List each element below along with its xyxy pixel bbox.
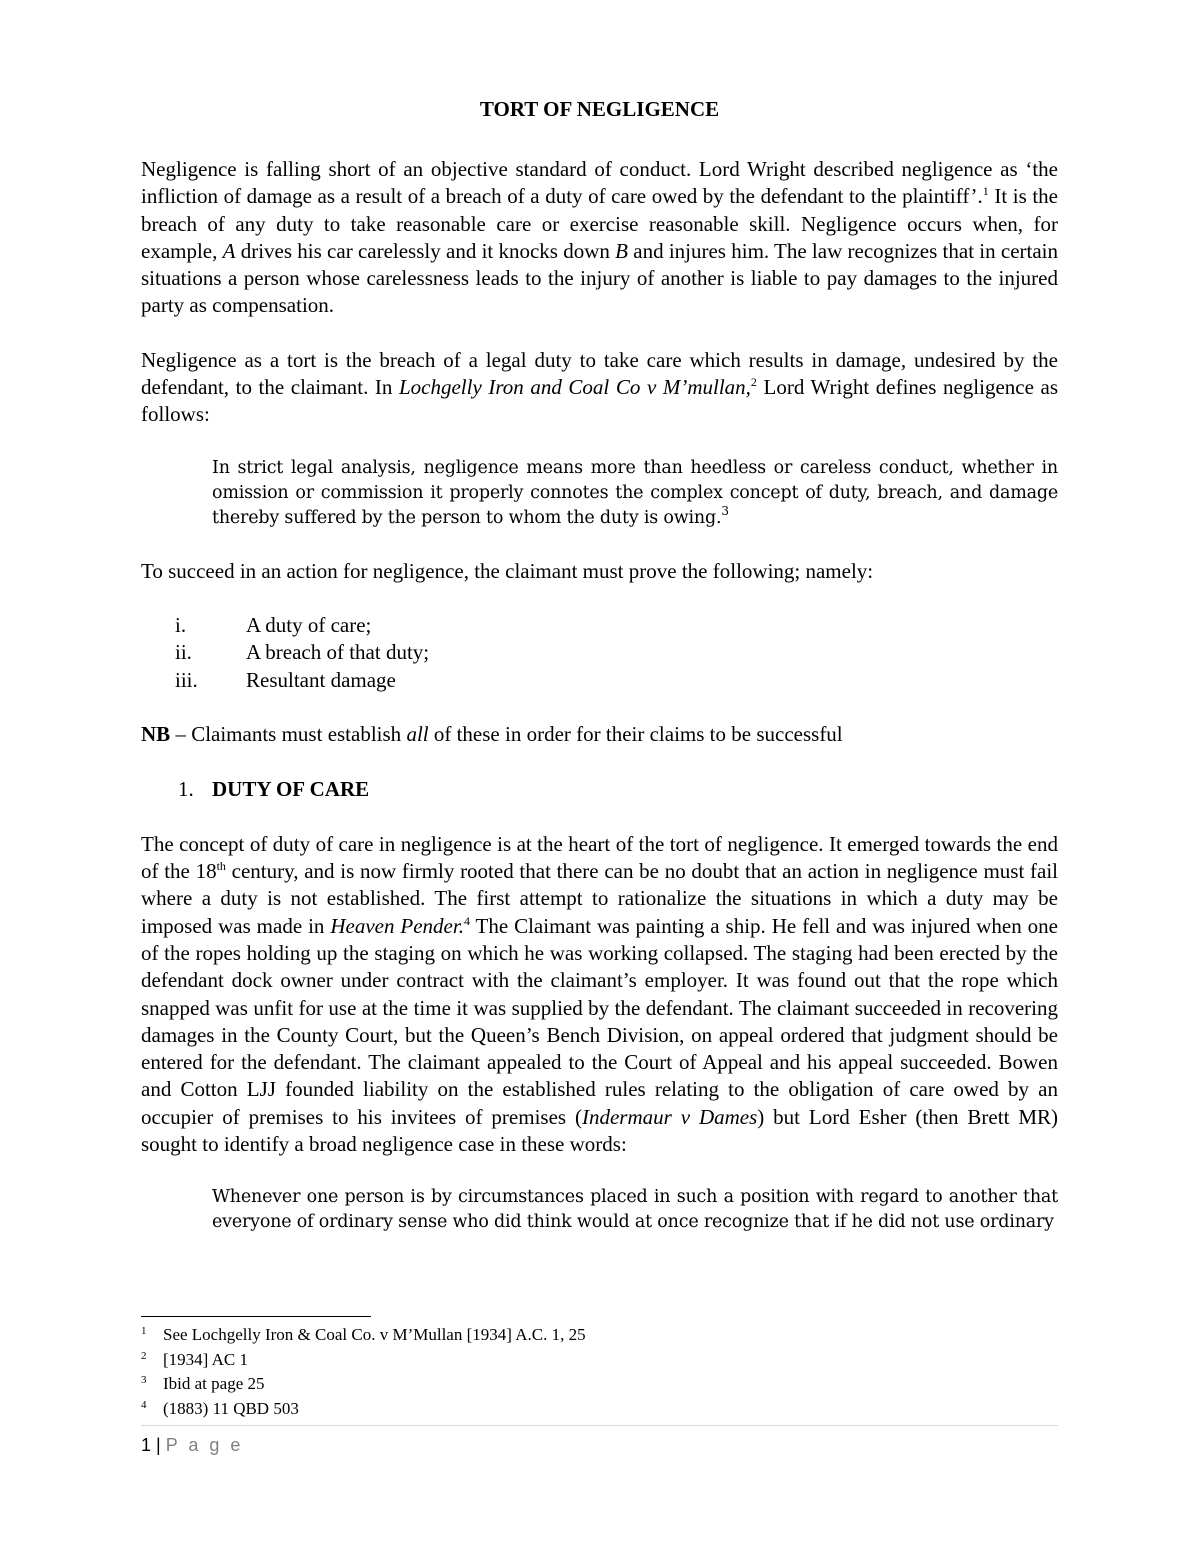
list-item: ii. A breach of that duty;: [175, 640, 430, 665]
elements-list: [141, 612, 1058, 695]
case-name: Indermaur v Dames: [581, 1104, 758, 1129]
footnote: 3 Ibid at page 25: [141, 1374, 265, 1393]
paragraph-duty-of-care: The concept of duty of care in negligence is at the heart of the tort of negligence. It emerged towards the end of the 18th century, and is now firmly rooted that there can be no doubt that an action in negligence must fail where a duty is not established. The first attempt to rationalize the situations in which a duty may be imposed was made in Heaven Pender.$^4$ The Claimant was painting a ship. He fell and was injured when one of the ropes holding up the staging on which he was working collapsed. The staging had been erected by the defendant dock owner under contract with the claimant’s employer. It was found out that the rope which snapped was unfit for use at the time it was supplied by the defendant. The claimant succeeded in recovering damages in the County Court, but the Queen’s Bench Division, on appeal ordered that judgment should be entered for the defendant. The claimant appealed to the Court of Appeal and his appeal succeeded. Bowen and Cotton LJJ founded liability on the established rules relating to the obligation of care owed by an occupier of premises to his invitees of premises (Indermaur v Dames) but Lord Esher (then Brett MR) sought to identify a broad negligence case in these words:: [141, 831, 1058, 1157]
footnote: 2 [1934] AC 1: [141, 1349, 248, 1369]
list-item: i. A duty of care;: [175, 612, 372, 637]
page-number: 1 | P a g e: [141, 1435, 244, 1455]
footnote-separator: [141, 1316, 371, 1317]
footnote-ref-3[interactable]: 3: [721, 503, 729, 518]
paragraph-definition: Negligence is falling short of an objective standard of conduct. Lord Wright described negligence as ‘the infliction of damage as a result of a breach of a duty of care owed by the defendant to the plaintiff’.$^1$ It is the breach of any duty to take reasonable care or exercise reasonable skill. Negligence occurs when, for example, A drives his car carelessly and it knocks down B and injures him. The law recognizes that in certain situations a person whose carelessness leads to the injury of another is liable to pay damages to the injured party as compensation.: [141, 157, 1059, 318]
footnotes: [141, 1316, 1058, 1421]
section-heading-duty-of-care: 1. DUTY OF CARE: [178, 776, 370, 801]
paragraph-elements: To succeed in an action for negligence, the claimant must prove the following; namely:: [141, 558, 874, 583]
block-quote: In strict legal analysis, negligence means more than heedless or careless conduct, whether in omission or commission it properly connotes the complex concept of duty, breach, and damage thereby suffered by the person to whom the duty is owing.$^3$: [212, 457, 1058, 528]
footnote: 4 (1883) 11 QBD 503: [141, 1398, 299, 1418]
page-footer: [141, 1425, 1058, 1456]
paragraph-tort: Negligence as a tort is the breach of a legal duty to take care which results in damage, undesired by the defendant, to the claimant. In Lochgelly Iron and Coal Co v M’mullan,$^2$ Lord Wright defines negligence as follows:: [141, 347, 1059, 427]
footnote-ref-4[interactable]: 4: [463, 913, 470, 928]
footnote: 1 See Lochgelly Iron & Coal Co. v M’Mullan [1934] A.C. 1, 25: [141, 1325, 586, 1344]
case-name: Lochgelly Iron and Coal Co v M’mullan,: [398, 375, 751, 400]
footnote-ref-2[interactable]: 2: [750, 375, 757, 390]
document-page: [141, 96, 1058, 1262]
nota-bene: NB – Claimants must establish all of these in order for their claims to be successful: [141, 722, 843, 747]
footnote-ref-1[interactable]: 1: [982, 184, 989, 199]
case-name: Heaven Pender.: [330, 913, 464, 938]
footer-divider: [141, 1425, 1058, 1426]
document-title: TORT OF NEGLIGENCE: [479, 97, 720, 121]
block-quote: Whenever one person is by circumstances placed in such a position with regard to another that everyone of ordinary sense who did think would at once recognize that if he did not use ordinary: [212, 1187, 1058, 1233]
list-item: iii. Resultant damage: [175, 667, 396, 692]
